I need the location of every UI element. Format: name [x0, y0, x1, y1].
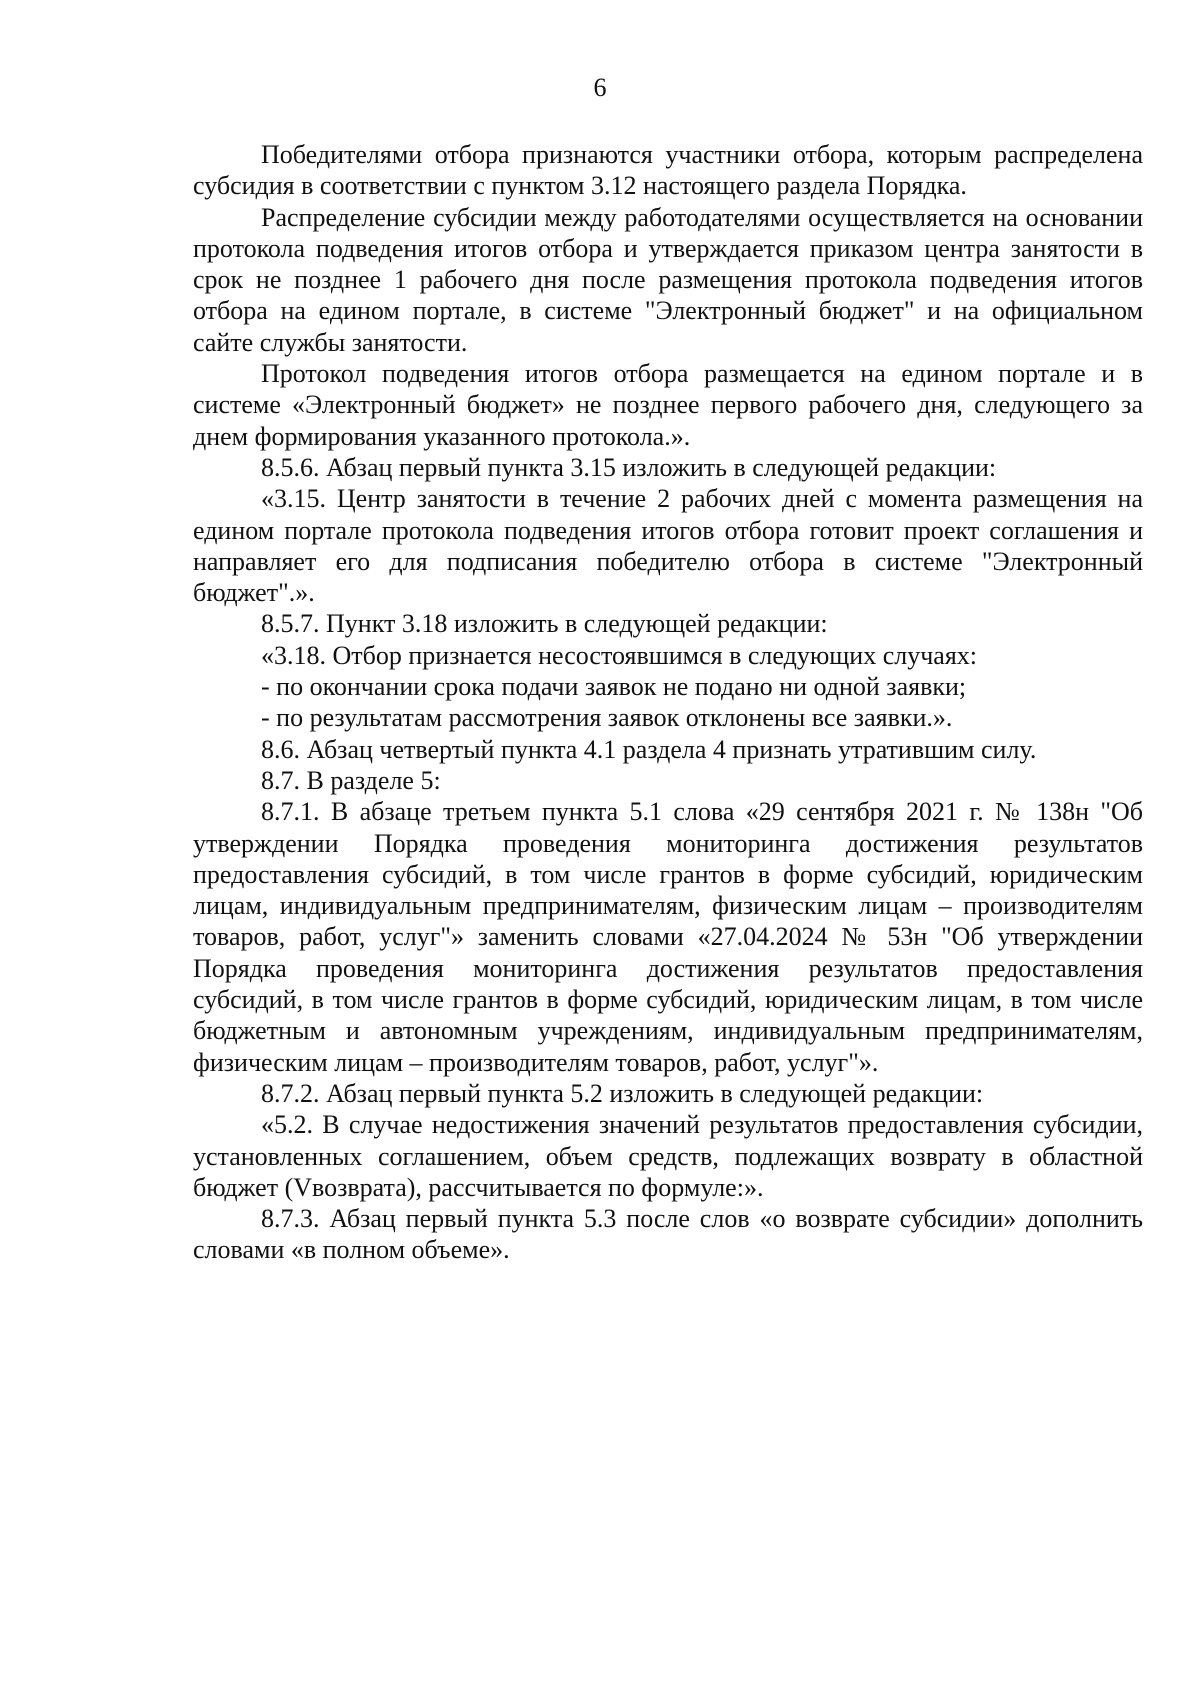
paragraph: «3.18. Отбор признается несостоявшимся в следующих случаях: [261, 640, 978, 670]
paragraph: - по результатам рассмотрения заявок отклонены все заявки.». [261, 703, 953, 733]
page-number: 6 [593, 73, 607, 102]
paragraph: Протокол подведения итогов отбора размещается на едином портале и в системе «Электронный бюджет» не позднее первого рабочего дня, следующего за днем формирования указанного протокола.». [193, 359, 1143, 451]
paragraph: 8.5.7. Пункт 3.18 изложить в следующей редакции: [261, 609, 828, 639]
paragraph: 8.7.2. Абзац первый пункта 5.2 изложить в следующей редакции: [261, 1078, 984, 1108]
paragraph: «5.2. В случае недостижения значений результатов предоставления субсидии, установленных соглашением, объем средств, подлежащих возврату в областной бюджет (Vвозврата), рассчитывается по формуле:». [193, 1110, 1143, 1202]
paragraph: Распределение субсидии между работодателями осуществляется на основании протокола подведения итогов отбора и утверждается приказом центра занятости в срок не позднее 1 рабочего дня после размещения протокола подведения итогов отбора на едином портале, в системе "Электронный бюджет" и на официальном сайте службы занятости. [193, 202, 1143, 357]
paragraph: 8.7. В разделе 5: [261, 765, 441, 795]
paragraph: 8.7.1. В абзаце третьем пункта 5.1 слова «29 сентября 2021 г. № 138н "Об утверждении Порядка проведения мониторинга достижения результатов предоставления субсидий, в том числе грантов в форме субсидий, юридическим лицам, индивидуальным предпринимателям, физическим лицам – производителям товаров, работ, услуг"» заменить словами «27.04.2024 № 53н "Об утверждении Порядка проведения мониторинга достижения результатов предоставления субсидий, в том числе грантов в форме субсидий, юридическим лицам, в том числе бюджетным и автономным учреждениям, индивидуальным предпринимателям, физическим лицам – производителям товаров, работ, услуг"». [193, 797, 1143, 1077]
document-body [193, 139, 1143, 1266]
paragraph: 8.7.3. Абзац первый пункта 5.3 после слов «о возврате субсидии» дополнить словами «в полном объеме». [193, 1204, 1143, 1265]
paragraph: Победителями отбора признаются участники отбора, которым распределена субсидия в соответствии с пунктом 3.12 настоящего раздела Порядка. [193, 140, 1143, 201]
paragraph: 8.5.6. Абзац первый пункта 3.15 изложить в следующей редакции: [261, 452, 997, 482]
paragraph: «3.15. Центр занятости в течение 2 рабочих дней с момента размещения на едином портале протокола подведения итогов отбора готовит проект соглашения и направляет его для подписания победителю отбора в системе "Электронный бюджет".». [193, 484, 1143, 608]
paragraph: - по окончании срока подачи заявок не подано ни одной заявки; [261, 672, 967, 702]
paragraph: 8.6. Абзац четвертый пункта 4.1 раздела 4 признать утратившим силу. [261, 734, 1037, 764]
